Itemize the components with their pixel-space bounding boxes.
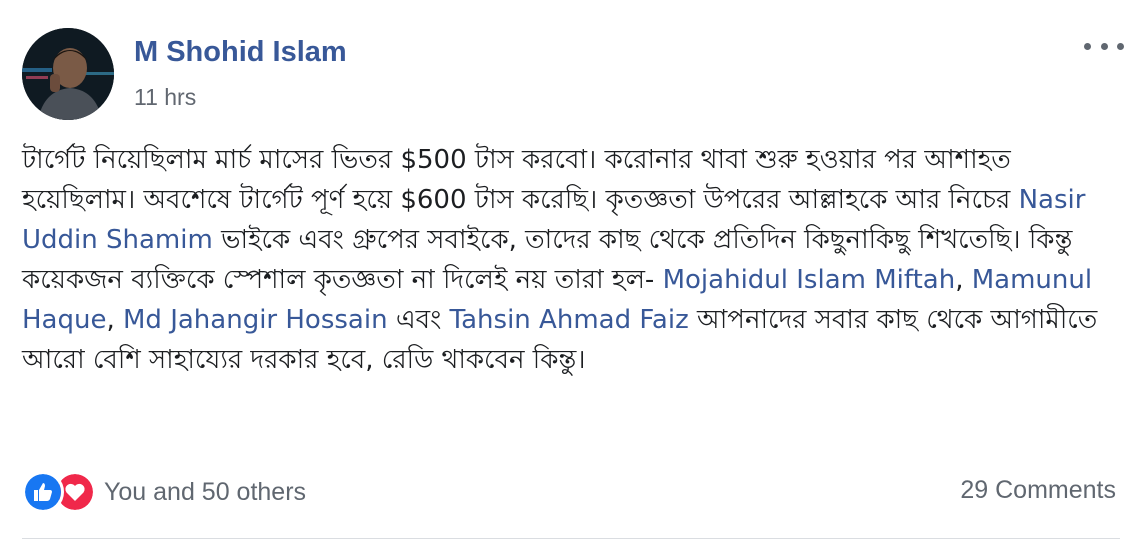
comments-count-link[interactable]: 29 Comments [960, 476, 1116, 504]
mention-link[interactable]: Nasir Uddin Shamim [22, 185, 1086, 255]
reaction-count-text[interactable]: You and 50 others [104, 477, 307, 506]
avatar-photo [22, 28, 114, 120]
more-options-button[interactable] [1084, 34, 1124, 58]
message-text: আপনাদের সবার কাছ থেকে আগামীতে আরো বেশি সাহায্যের দরকার হবে, রেডি থাকবেন কিন্তু। [22, 305, 1098, 375]
like-reaction-icon [22, 471, 64, 513]
message-text: টার্গেট নিয়েছিলাম মার্চ মাসের ভিতর $500 টাস করবো। করোনার থাবা শুরু হওয়ার পর আশাহত হয়েছিলাম। অবশেষে টার্গেট পূর্ণ হয়ে $600 টাস করেছি। কৃতজ্ঞতা উপরের আল্লাহকে আর নিচের [22, 145, 1019, 215]
message-text: এবং [387, 305, 450, 335]
more-horizontal-icon [1101, 43, 1108, 50]
author-name[interactable]: M Shohid Islam [134, 36, 347, 68]
mention-link[interactable]: Md Jahangir Hossain [123, 305, 388, 335]
author-avatar[interactable] [22, 28, 114, 120]
post-timestamp[interactable]: 11 hrs [134, 84, 197, 110]
post-message [22, 140, 1122, 380]
message-separator: , [955, 265, 972, 295]
divider [22, 538, 1120, 539]
more-horizontal-icon [1084, 43, 1091, 50]
more-horizontal-icon [1117, 43, 1124, 50]
message-text: ভাইকে এবং গ্রুপের সবাইকে, তাদের কাছ থেকে প্রতিদিন কিছুনাকিছু শিখতেছি। কিন্তু কয়েকজন ব্যক্তিকে স্পেশাল কৃতজ্ঞতা না দিলেই নয় তারা হল- [22, 225, 1073, 295]
mention-link[interactable]: Mamunul Haque [22, 265, 1093, 335]
message-separator: , [106, 305, 123, 335]
reaction-summary[interactable] [22, 472, 306, 512]
mention-link[interactable]: Mojahidul Islam Miftah [662, 265, 956, 295]
mention-link[interactable]: Tahsin Ahmad Faiz [449, 305, 689, 335]
